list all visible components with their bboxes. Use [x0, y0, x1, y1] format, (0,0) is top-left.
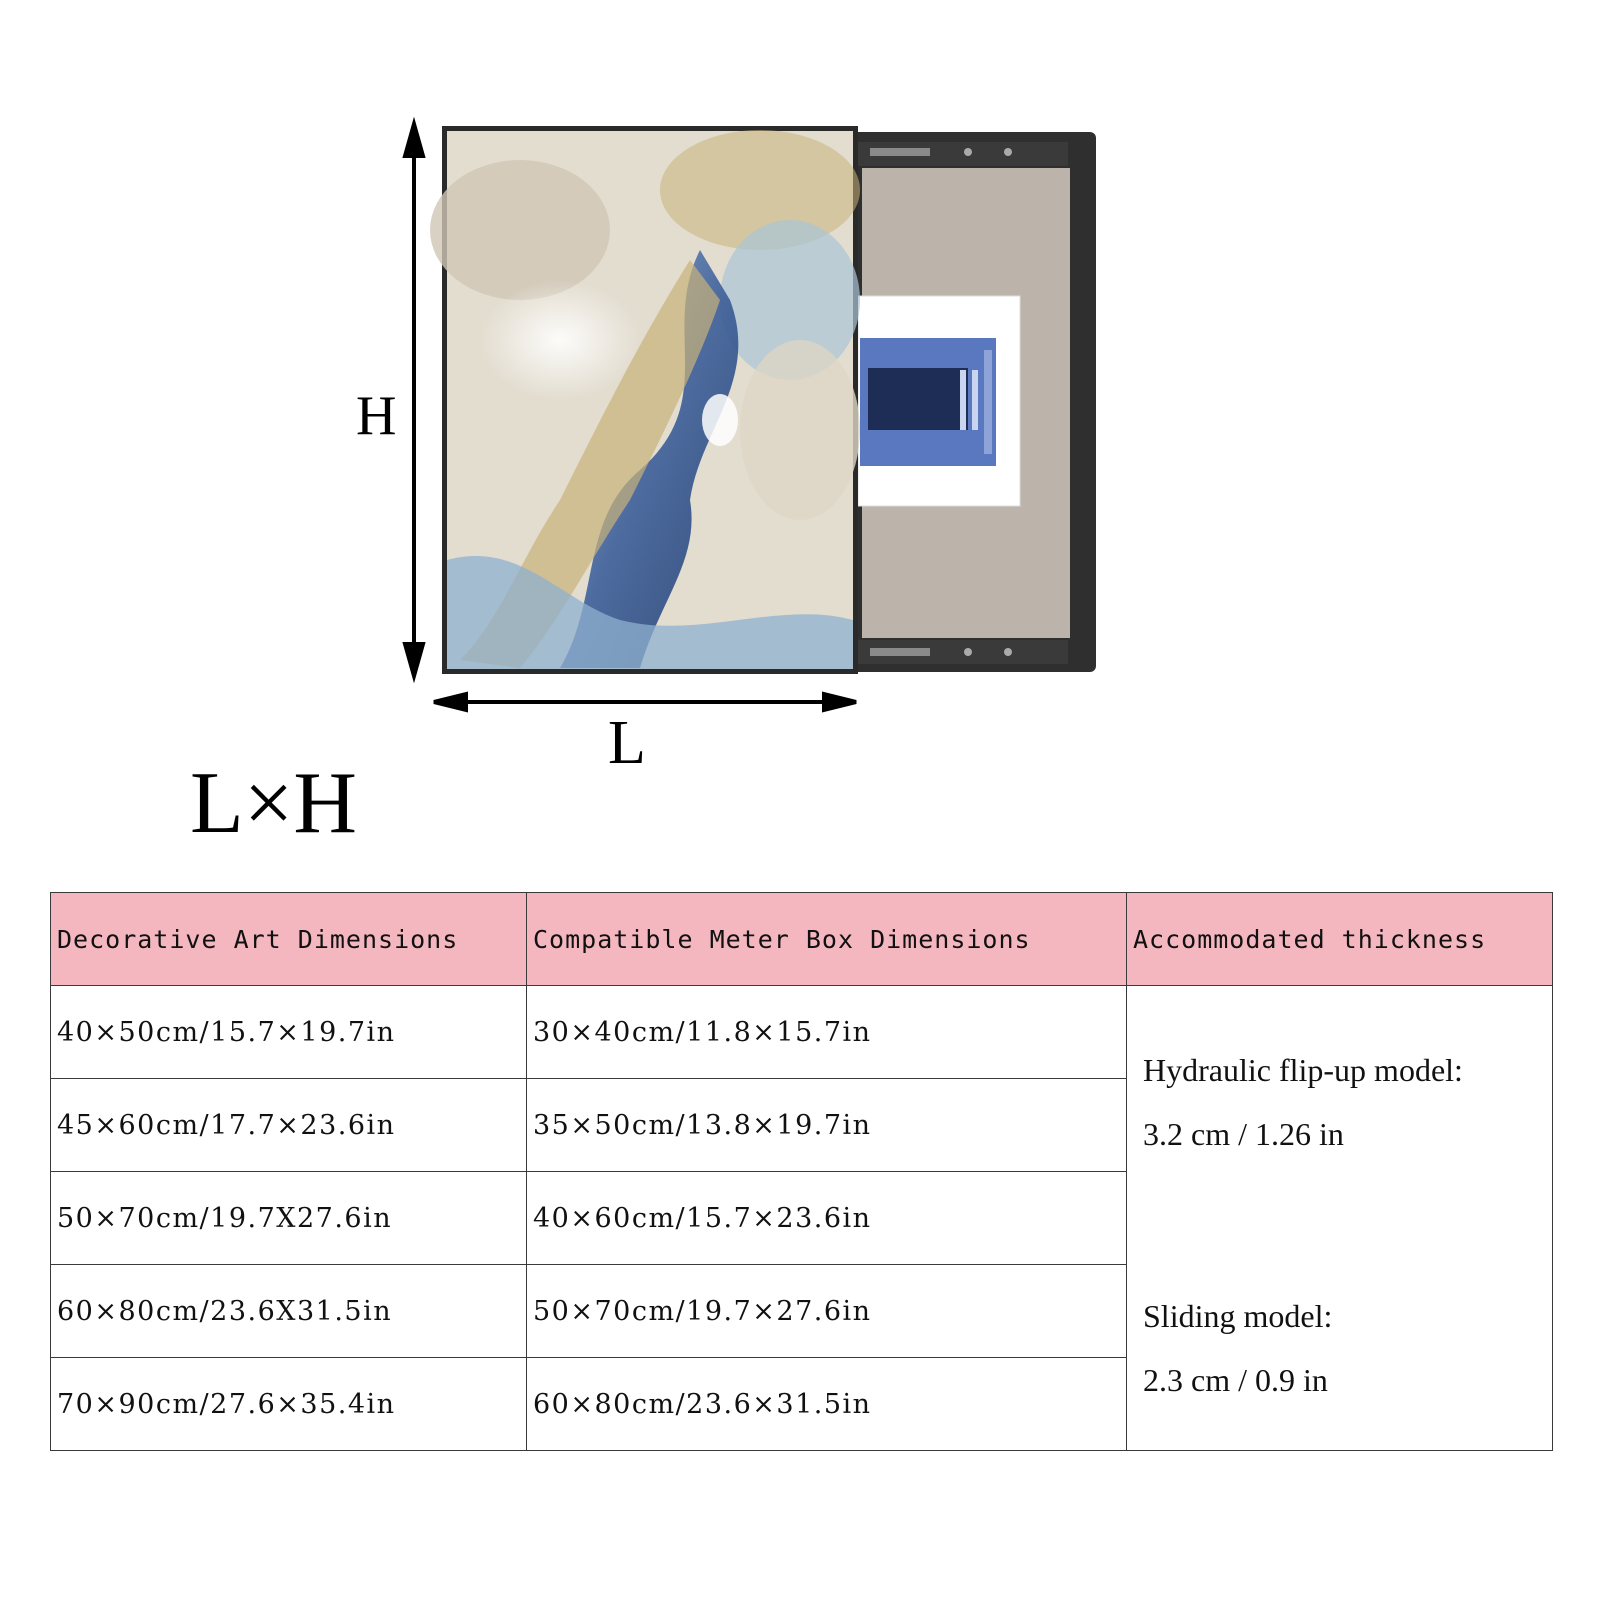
table-row: [51, 986, 1553, 1079]
art-size-cell: 70×90cm/27.6×35.4in: [51, 1358, 527, 1451]
thickness-cell: [1127, 986, 1553, 1451]
header-meter-box-dimensions: Compatible Meter Box Dimensions: [527, 893, 1127, 986]
box-size-cell: 60×80cm/23.6×31.5in: [527, 1358, 1127, 1451]
box-size-cell: 30×40cm/11.8×15.7in: [527, 986, 1127, 1079]
art-size-cell: 50×70cm/19.7X27.6in: [51, 1172, 527, 1265]
header-thickness: Accommodated thickness: [1127, 893, 1553, 986]
length-label: L: [608, 709, 646, 777]
box-size-cell: 50×70cm/19.7×27.6in: [527, 1265, 1127, 1358]
height-arrow: [405, 124, 423, 676]
sliding-model-thickness: 2.3 cm / 0.9 in: [1143, 1362, 1328, 1398]
hydraulic-model-label: Hydraulic flip-up model:: [1143, 1052, 1463, 1088]
sliding-model-label: Sliding model:: [1143, 1298, 1333, 1334]
table-header-row: [51, 893, 1553, 986]
breaker-panel: [858, 296, 1020, 506]
header-art-dimensions: Decorative Art Dimensions: [51, 893, 527, 986]
art-size-cell: 60×80cm/23.6X31.5in: [51, 1265, 527, 1358]
box-size-cell: 40×60cm/15.7×23.6in: [527, 1172, 1127, 1265]
size-spec-table: [50, 892, 1553, 1451]
height-label: H: [356, 385, 397, 447]
art-size-cell: 40×50cm/15.7×19.7in: [51, 986, 527, 1079]
box-size-cell: 35×50cm/13.8×19.7in: [527, 1079, 1127, 1172]
art-size-cell: 45×60cm/17.7×23.6in: [51, 1079, 527, 1172]
thickness-spacer: [1143, 1166, 1552, 1284]
length-arrow: [434, 694, 856, 710]
decorative-painting: [430, 126, 860, 674]
dimension-formula: L×H: [190, 755, 357, 852]
hydraulic-model-thickness: 3.2 cm / 1.26 in: [1143, 1116, 1344, 1152]
